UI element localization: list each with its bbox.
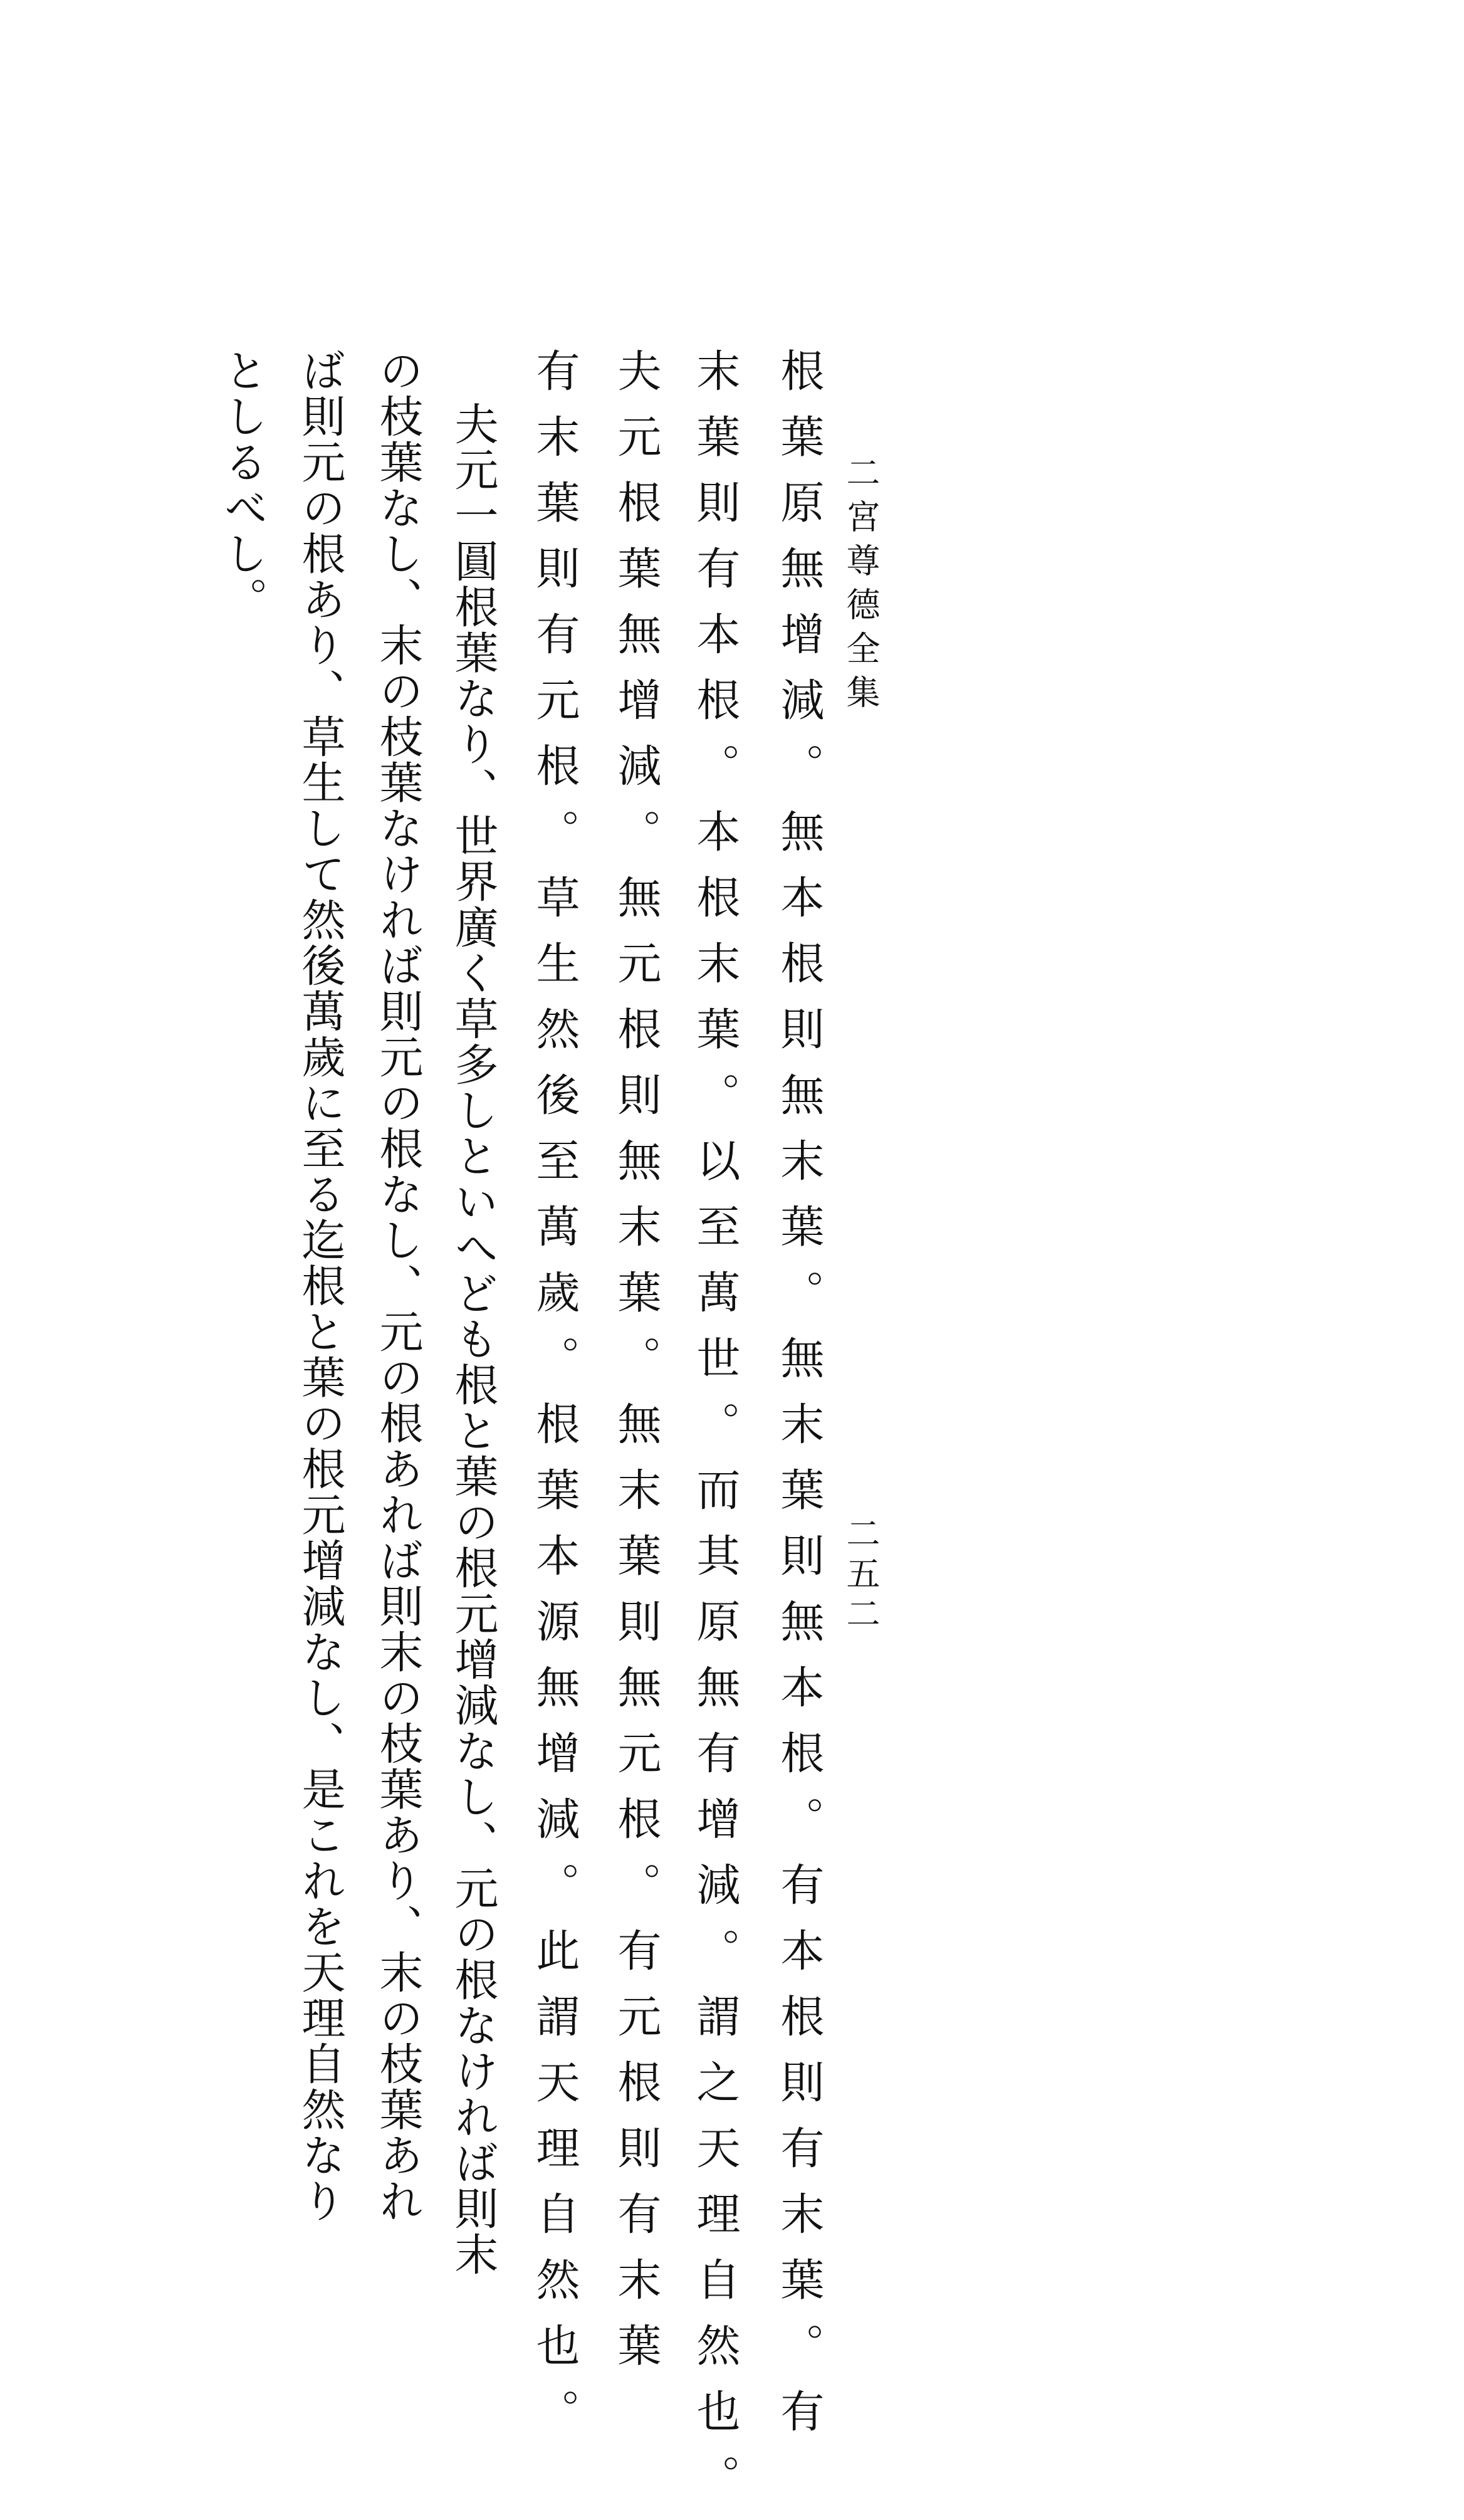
prose-line-2: の枝葉なし、末の枝葉なければ則元の根なし、元の根あれば則末の枝葉あり、末の枝葉あれ [372, 348, 424, 2224]
prose-line-4: としるべし。 [217, 348, 268, 622]
prose-line-1: 夫元一圓根葉なり、世界廣く草多しといへども根と葉の根元增減なし、元の根なければ則末 [447, 401, 499, 2277]
page-number: 二五二 [841, 1516, 881, 1636]
kanbun-line-2: 末葉則有本根。本根末葉。以至萬世。而其原無有增減。謂之天理自然也。 [689, 348, 741, 2520]
kanbun-line-1: 根葉原無增減。無本根則無末葉。無末葉則無本根。有本根則有末葉。有 [773, 348, 825, 2454]
prose-line-3: ば則元の根あり、草生して然後萬歲に至る迄根と葉の根元增減なし、是これを天理自然なり [295, 348, 346, 2224]
kanbun-line-4: 有末葉則有元根。草生然後至萬歲。根葉本源無增減。此謂天理自然也。 [529, 348, 580, 2454]
kanbun-line-3: 夫元根葉無增減。無元根則無末葉。無末葉則無元根。有元根則有末葉 [610, 348, 662, 2388]
running-header-title: 二宮尊德全集 [841, 455, 881, 718]
